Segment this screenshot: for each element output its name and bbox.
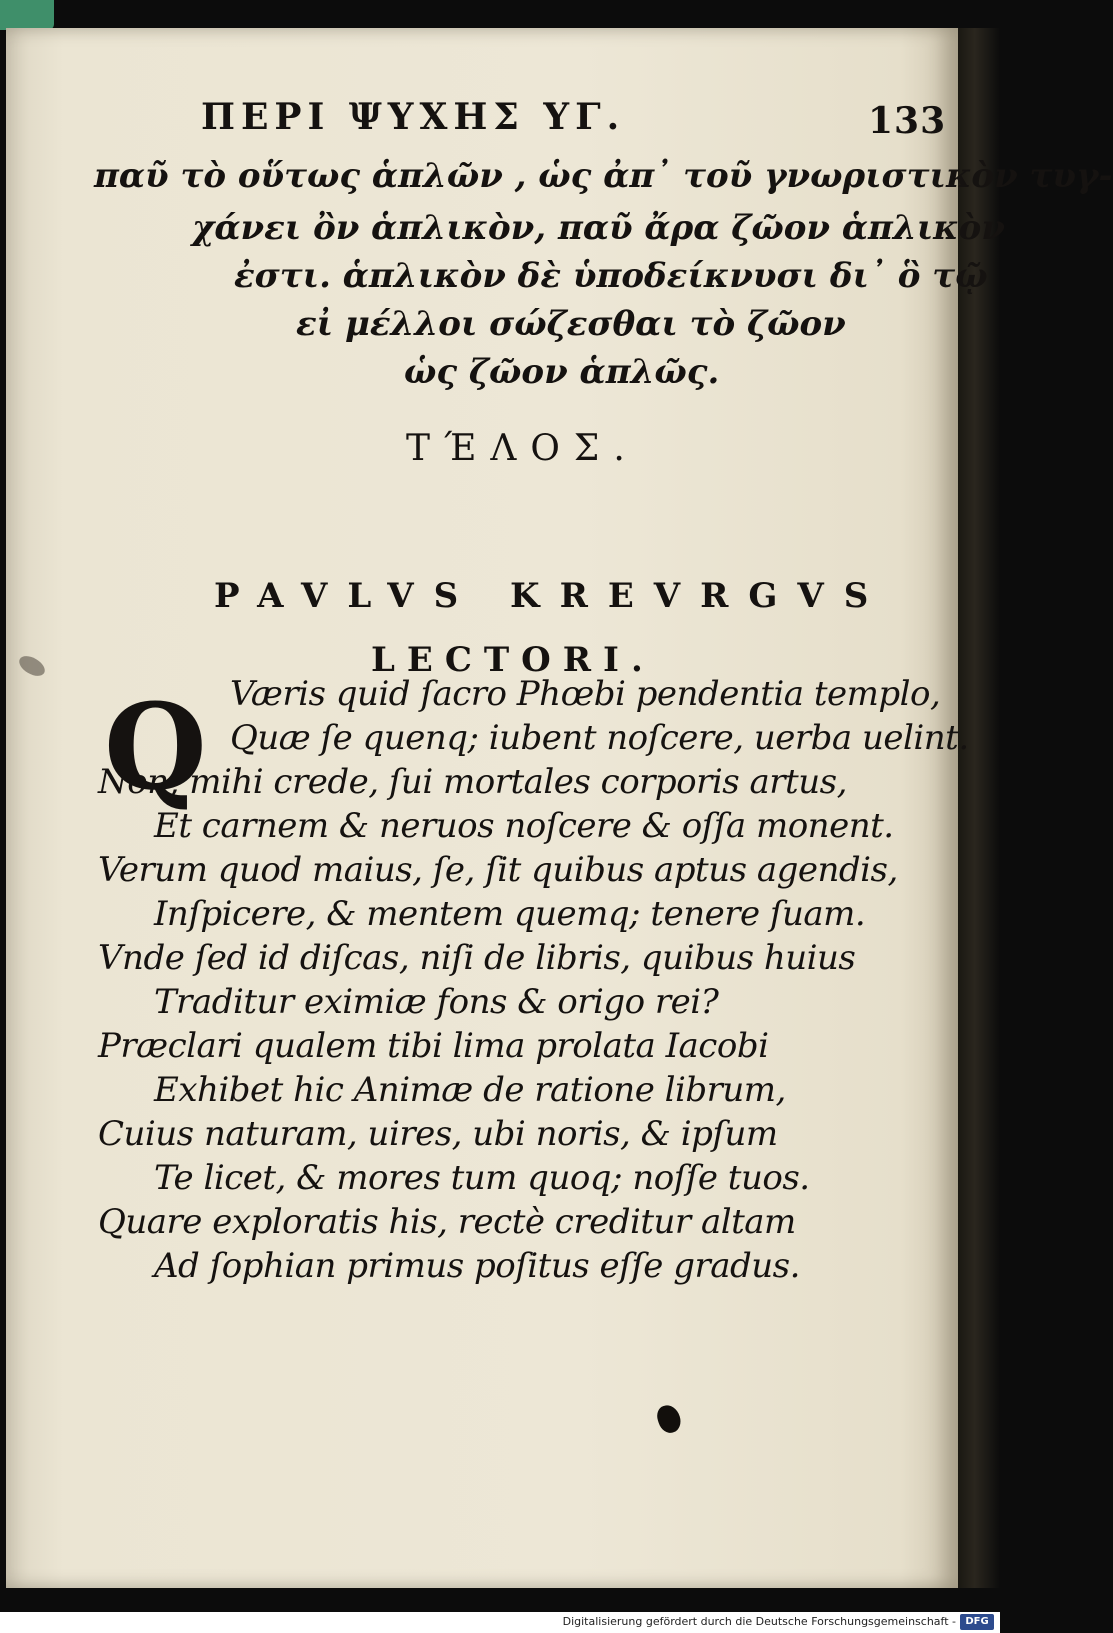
poem-line: Vnde ſed id diſcas, niſi de libris, quibus huius [98,938,856,978]
poem-line: Verum quod maius, ſe, ſit quibus aptus agendis, [98,850,898,890]
greek-text-line: εἰ μέλλοι σώζεσθαι τὸ ζῶον [296,304,846,344]
dedication-subtitle: LECTORI. [371,640,655,680]
footer-credit: Digitalisierung gefördert durch die Deutsche Forschungsgemeinschaft - [562,1615,956,1628]
drop-cap-initial: Q [104,677,207,816]
poem-line: Et carnem & neruos noſcere & oſſa monent. [154,806,894,846]
telos-heading: ΤΈΛΟΣ. [406,428,639,469]
greek-text-line: ἐστι. ἁπλικὸν δὲ ὑποδείκνυσι δι᾽ ὃ τῷ [234,256,988,296]
poem-line: Non, mihi crede, ſui mortales corporis artus, [98,762,847,802]
book-page [6,28,1113,1588]
greek-text-line: ὡς ζῶον ἁπλῶς. [404,352,720,392]
poem-line: Ad ſophian primus poſitus eſſe gradus. [154,1246,800,1286]
greek-text-line: χάνει ὂν ἁπλικὸν, παῦ ἄρα ζῶον ἁπλικὸν [192,208,1005,248]
dedication-title: PAVLVS KREVRGVS [214,576,889,616]
poem-line: Præclari qualem tibi lima prolata Iacobi [98,1026,769,1066]
poem-line: Quare exploratis his, rectè creditur altam [98,1202,796,1242]
greek-text-line: παῦ τὸ οὕτως ἁπλῶν , ὡς ἀπ᾽ τοῦ γνωριστικὸν τυγ- [94,156,1113,196]
scan-corner-tab [0,0,54,30]
poem-line: Inſpicere, & mentem quemq; tenere ſuam. [154,894,866,934]
poem-line: Traditur eximiæ fons & origo rei? [154,982,719,1022]
poem-line: Væris quid ſacro Phœbi pendentia templo, [230,674,941,714]
poem-line: Exhibet hic Animæ de ratione librum, [154,1070,786,1110]
poem-line: Te licet, & mores tum quoq; noſſe tuos. [154,1158,810,1198]
poem-line: Quæ ſe quenq; iubent noſcere, uerba uelint. [230,718,969,758]
page-number: 133 [868,100,947,142]
poem-line: Cuius naturam, uires, ubi noris, & ipſum [98,1114,778,1154]
running-header: ΠΕΡΙ ΨΥΧΗΣ ΥΓ. [201,96,626,138]
dfg-logo-icon: DFG [960,1614,994,1630]
